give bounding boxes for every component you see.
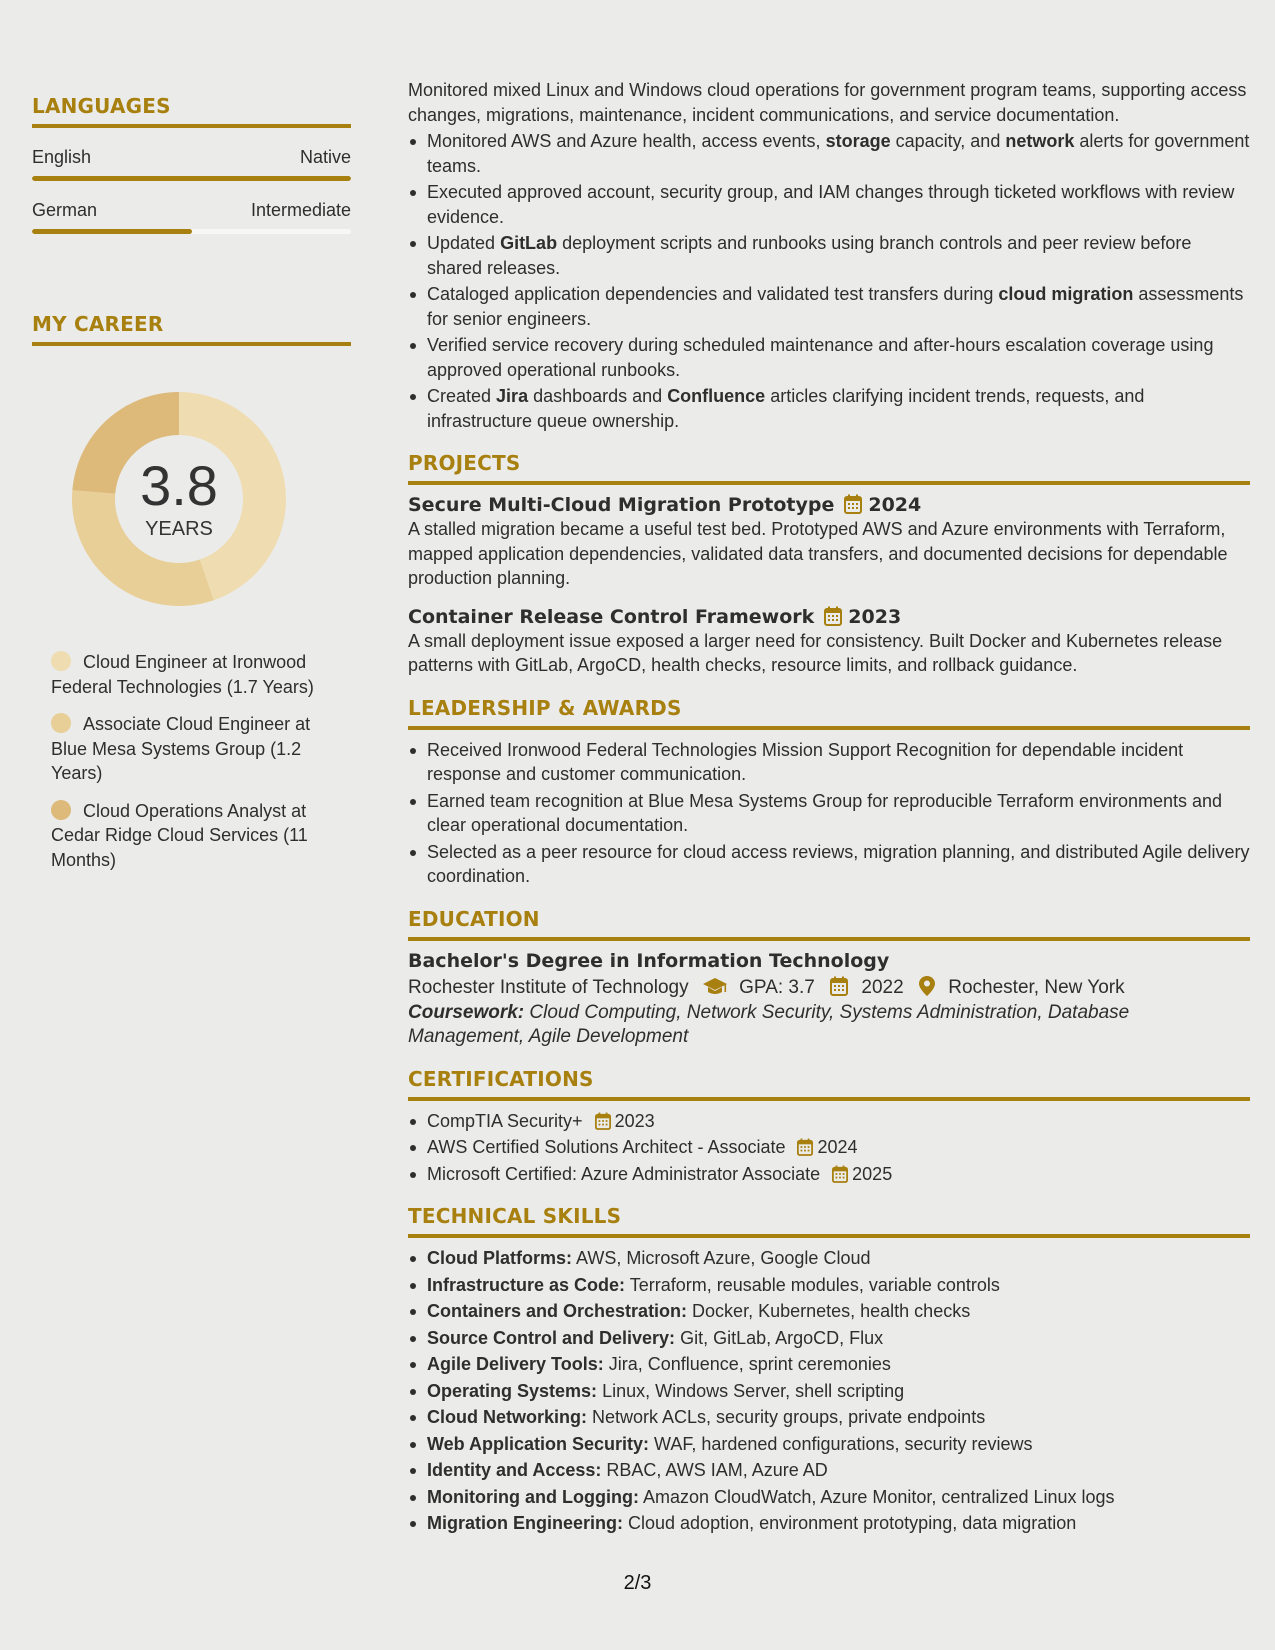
graduation-year: 2022 [861,976,904,998]
legend-item [51,650,351,699]
skill-value: Terraform, reusable modules, variable controls [625,1274,1000,1295]
experience-bullet [408,231,1250,280]
skill-item [408,1299,1250,1324]
career-total-years: 3.8 [140,454,218,517]
certifications-section [408,1067,1250,1187]
skill-label: Web Application Security: [427,1433,650,1454]
bullet-text: Monitored AWS and Azure health, access events, [427,131,826,151]
legend-dot [51,651,71,671]
skill-item [408,1273,1250,1298]
school-name: Rochester Institute of Technology [408,976,689,998]
project-heading [408,493,1250,517]
coursework-label: Coursework: [408,1001,525,1023]
certification-year: 2025 [852,1163,893,1184]
certification-name: AWS Certified Solutions Architect - Associate [427,1137,786,1157]
certification-item [408,1162,1250,1187]
skill-item [408,1246,1250,1271]
experience-bullets [408,129,1250,433]
language-level-bar [32,229,351,234]
language-name: German [32,200,98,220]
certifications-title: CERTIFICATIONS [408,1067,1250,1101]
right-column [408,78,1250,1538]
skill-value: Network ACLs, security groups, private endpoints [587,1407,986,1427]
skill-value: Linux, Windows Server, shell scripting [597,1380,905,1401]
career-total-unit: YEARS [145,518,213,540]
calendar-icon [824,606,842,626]
project-name: Secure Multi-Cloud Migration Prototype [408,494,835,516]
project-description: A stalled migration became a useful test bed. Prototyped AWS and Azure environments with Terraform, mapped application dependencies, validated data transfers, and documented decisions for dependable production planning. [408,519,1228,588]
experience-bullet [408,384,1250,433]
bullet-text: Executed approved account, security group, and IAM changes through ticketed workflows with review evidence. [427,182,1235,227]
skill-label: Infrastructure as Code: [427,1274,626,1295]
language-item-english [32,146,351,181]
bullet-text: alerts for government teams. [427,131,1250,176]
leadership-bullets [408,738,1250,889]
skills-list [408,1246,1250,1536]
legend-label: Cloud Engineer at Ironwood Federal Technologies (1.7 Years) [51,652,314,697]
certifications-list [408,1109,1250,1187]
list-item: Earned team recognition at Blue Mesa Systems Group for reproducible Terraform environments and clear operational documentation. [408,789,1250,838]
certification-item [408,1135,1250,1160]
skill-item [408,1379,1250,1404]
skill-item [408,1405,1250,1430]
bullet-text: assessments for senior engineers. [427,284,1244,329]
career-donut-chart [66,386,292,612]
calendar-icon [830,976,848,996]
legend-dot [51,800,71,820]
language-item-german [32,199,351,234]
skill-label: Monitoring and Logging: [427,1486,639,1507]
bullet-text: articles clarifying incident trends, requests, and infrastructure queue ownership. [427,386,1145,431]
skill-label: Cloud Platforms: [427,1248,573,1268]
skill-item [408,1485,1250,1510]
certification-item [408,1109,1250,1134]
language-level-bar [32,176,351,181]
bullet-text: Created [427,386,497,406]
language-level-fill [32,176,351,181]
skill-item [408,1432,1250,1457]
calendar-icon [797,1138,813,1156]
skill-item [408,1352,1250,1377]
experience-bullet [408,333,1250,382]
page-number: 2/3 [623,1572,652,1594]
keyword: Jira [496,386,529,406]
skills-title: TECHNICAL SKILLS [408,1204,1250,1238]
language-level-fill [32,229,192,234]
donut-center [66,386,292,612]
legend-item [51,712,351,786]
calendar-icon [832,1165,848,1183]
skill-label: Identity and Access: [427,1460,602,1480]
bullet-text: capacity, and [890,131,1006,151]
certification-name: Microsoft Certified: Azure Administrator Associate [427,1163,821,1184]
career-section [32,312,351,872]
project-year: 2023 [848,605,902,628]
project-item [408,493,1250,591]
experience-intro: Monitored mixed Linux and Windows cloud operations for government program teams, supporting access changes, migrations, maintenance, incident communications, and service documentation. [408,80,1247,125]
language-name: English [32,147,92,167]
calendar-icon [844,494,862,514]
education-details [408,975,1250,1001]
certification-year: 2023 [614,1110,655,1131]
school-location: Rochester, New York [948,976,1125,998]
keyword: Confluence [667,386,766,406]
calendar-icon [595,1112,611,1130]
skill-label: Cloud Networking: [427,1407,587,1427]
skill-value: RBAC, AWS IAM, Azure AD [601,1460,828,1480]
bullet-text: deployment scripts and runbooks using branch controls and peer review before shared releases. [427,233,1192,278]
project-name: Container Release Control Framework [408,605,815,628]
degree-title: Bachelor's Degree in Information Technology [408,949,890,972]
skills-section [408,1204,1250,1536]
skill-label: Containers and Orchestration: [427,1301,688,1321]
skill-value: Git, GitLab, ArgoCD, Flux [675,1327,884,1348]
skill-value: AWS, Microsoft Azure, Google Cloud [572,1248,871,1268]
language-level: Intermediate [250,200,351,220]
skill-item [408,1326,1250,1351]
list-item: Received Ironwood Federal Technologies Mission Support Recognition for dependable incident response and customer communication. [408,738,1250,787]
legend-dot [51,713,71,733]
experience-bullet [408,180,1250,229]
bullet-text: dashboards and [528,386,668,406]
leadership-title: LEADERSHIP & AWARDS [408,696,1250,730]
project-item [408,605,1250,678]
keyword: GitLab [500,233,558,253]
coursework [408,1001,1250,1049]
list-item: Selected as a peer resource for cloud access reviews, migration planning, and distributed Agile delivery coordination. [408,840,1250,889]
coursework-list: Cloud Computing, Network Security, Systems Administration, Database Management, Agile Development [408,1001,1130,1047]
skill-value: Cloud adoption, environment prototyping, data migration [623,1513,1077,1533]
keyword: network [1005,131,1075,151]
skill-item [408,1511,1250,1536]
legend-label: Cloud Operations Analyst at Cedar Ridge Cloud Services (11 Months) [51,800,308,870]
skill-label: Source Control and Delivery: [427,1327,676,1348]
skill-label: Migration Engineering: [427,1513,623,1533]
skill-item [408,1458,1250,1483]
leadership-section [408,696,1250,889]
education-section [408,907,1250,1049]
projects-section [408,451,1250,678]
language-row [32,199,351,221]
skill-value: Amazon CloudWatch, Azure Monitor, centralized Linux logs [638,1486,1115,1507]
keyword: cloud migration [998,284,1134,304]
education-title: EDUCATION [408,907,1250,941]
languages-section [32,94,351,234]
bullet-text: Updated [427,233,501,253]
certification-year: 2024 [817,1137,858,1157]
keyword: storage [825,131,891,151]
skill-label: Agile Delivery Tools: [427,1354,604,1374]
certification-name: CompTIA Security+ [427,1110,583,1131]
experience-bullet [408,282,1250,331]
projects-title: PROJECTS [408,451,1250,485]
map-pin-icon [919,976,935,996]
project-year: 2024 [868,494,922,516]
project-description: A small deployment issue exposed a larger need for consistency. Built Docker and Kubernetes release patterns with GitLab, ArgoCD, health checks, resource limits, and rollback guidance. [408,630,1223,675]
skill-value: Jira, Confluence, sprint ceremonies [603,1354,891,1374]
experience-bullet [408,129,1250,178]
experience-section [408,78,1250,433]
skill-value: Docker, Kubernetes, health checks [687,1301,971,1321]
skill-value: WAF, hardened configurations, security reviews [649,1433,1033,1454]
skill-label: Operating Systems: [427,1380,598,1401]
language-row [32,146,351,168]
career-legend [32,650,351,872]
bullet-text: Cataloged application dependencies and validated test transfers during [427,284,999,304]
graduation-cap-icon [702,976,728,996]
legend-item [51,799,351,873]
gpa: GPA: 3.7 [739,976,815,998]
project-heading [408,605,1250,629]
language-level: Native [299,147,351,167]
languages-title: LANGUAGES [32,94,351,128]
career-title: MY CAREER [32,312,351,346]
bullet-text: Verified service recovery during scheduled maintenance and after-hours escalation coverage using approved operational runbooks. [427,335,1214,380]
legend-label: Associate Cloud Engineer at Blue Mesa Systems Group (1.2 Years) [51,714,311,783]
left-column [32,94,351,885]
